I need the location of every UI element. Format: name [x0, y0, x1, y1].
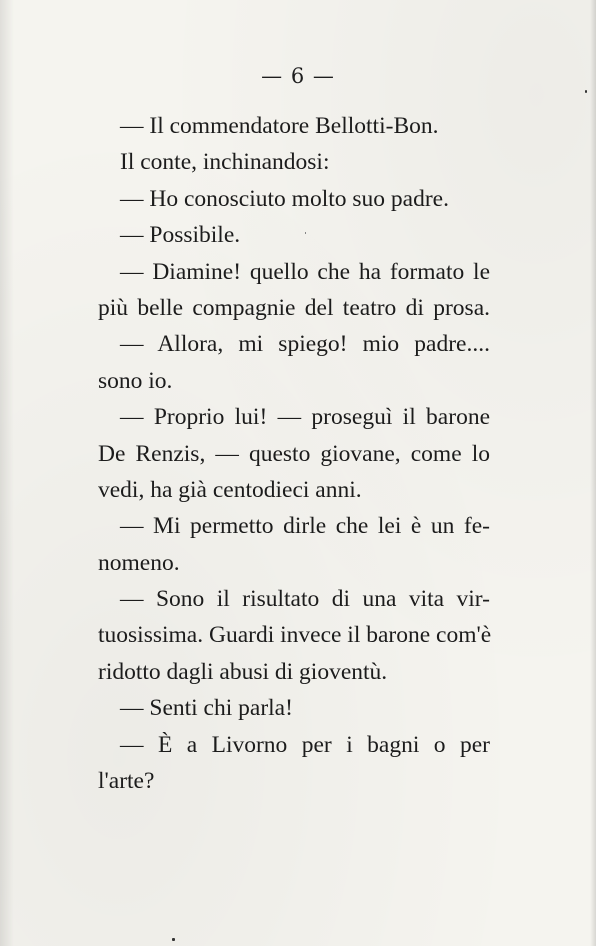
text-line: più belle compagnie del teatro di prosa.	[98, 294, 490, 321]
text-line: — Ho conosciuto molto suo padre.	[120, 185, 449, 212]
page-edge-shadow-left	[0, 0, 14, 946]
text-line: Il conte, inchinandosi:	[120, 149, 330, 176]
text-line: — È a Livorno per i bagni o per	[120, 731, 490, 758]
text-line: vedi, ha già centodieci anni.	[98, 476, 362, 503]
text-line: — Il commendatore Bellotti-Bon.	[120, 113, 439, 139]
text-line: ridotto dagli abusi di gioventù.	[98, 658, 388, 685]
text-line: — Proprio lui! — proseguì il barone	[120, 404, 490, 431]
page-number: — 6 —	[261, 64, 335, 88]
text-line: — Possibile.	[120, 222, 241, 249]
text-line: sono io.	[98, 367, 173, 394]
paper-speck	[172, 938, 175, 941]
text-line: — Senti chi parla!	[120, 695, 293, 722]
paper-speck	[305, 232, 306, 234]
text-line: tuosissima. Guardi invece il barone com'è	[98, 622, 492, 649]
text-line: — Mi permetto dirle che lei è un fe-	[120, 513, 490, 540]
text-line: — Sono il risultato di una vita vir-	[120, 586, 490, 613]
page-edge-shadow-right	[590, 0, 596, 946]
body-text	[98, 108, 490, 799]
text-line: — Diamine! quello che ha formato le	[120, 258, 490, 285]
paper-speck	[585, 90, 587, 93]
text-line: De Renzis, — questo giovane, come lo	[98, 440, 490, 467]
text-line: nomeno.	[98, 549, 180, 576]
text-line: — Allora, mi spiego! mio padre....	[120, 331, 490, 358]
text-line: l'arte?	[98, 768, 155, 795]
